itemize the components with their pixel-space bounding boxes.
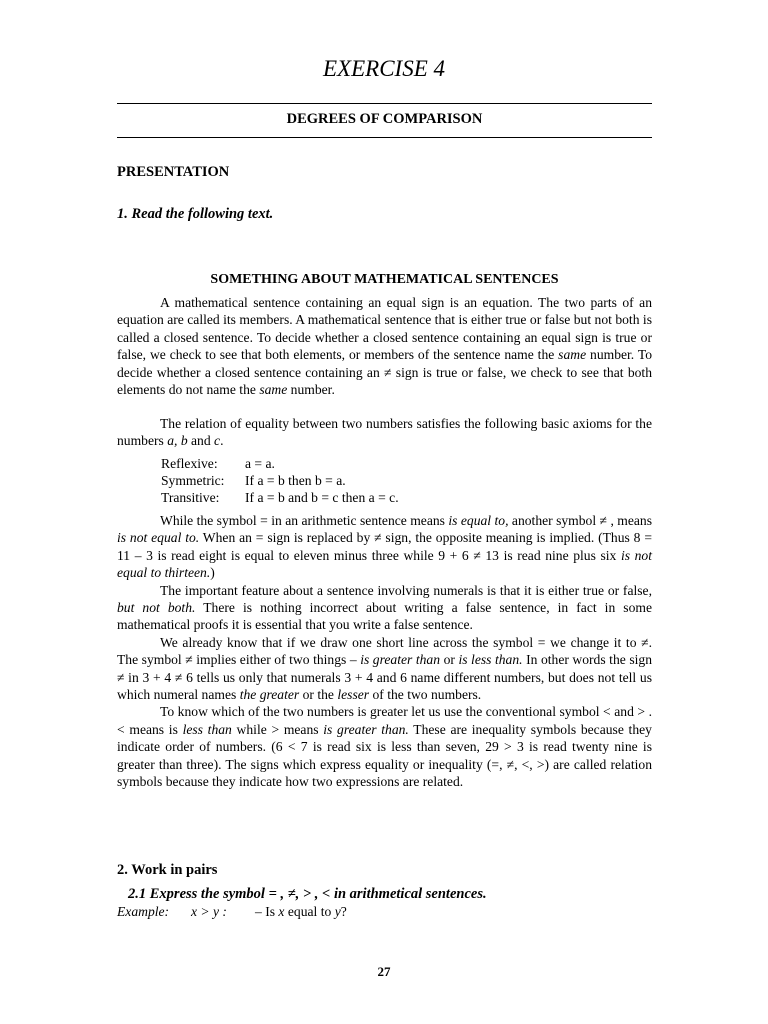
- article-title: SOMETHING ABOUT MATHEMATICAL SENTENCES: [210, 272, 559, 287]
- bottom-rule: [117, 137, 652, 138]
- axiom-transitive: Transitive: If a = b and b = c then a = c.: [161, 490, 399, 505]
- section-2-heading: 2. Work in pairs: [117, 862, 218, 878]
- top-rule: [117, 103, 652, 104]
- presentation-heading: PRESENTATION: [117, 164, 230, 180]
- exercise-title: EXERCISE 4: [323, 56, 445, 81]
- task-1-heading: 1. Read the following text.: [117, 206, 274, 222]
- axiom-symmetric: Symmetric: If a = b then b = a.: [161, 473, 346, 488]
- article-paragraph-2: The relation of equality between two numbers satisfies the following basic axioms for the numbers a, b and c.: [117, 416, 652, 449]
- article-paragraph-3: While the symbol = in an arithmetic sentence means is equal to, another symbol ≠ , means is not equal to. When an = sign is replaced by ≠ sign, the opposite meaning is implied. (Thus 8 = 11 – 3 is read eight is equal to eleven minus three while 9 + 6 ≠ 13 is read nine plus six is not equal to thirteen.) The important feature about a sentence involving numerals is that it is either true or false, but not both. There is nothing incorrect about writing a false sentence, in fact in some mathematical proofs it is essential that you write a false sentence. We already know that if we draw one short line across the symbol = we change it to ≠. The symbol ≠ implies either of two things – is greater than or is less than. In other words the sign ≠ in 3 + 4 ≠ 6 tells us only that numerals 3 + 4 and 6 name different numbers, but does not tell us which numeral names the greater or the lesser of the two numbers. To know which of the two numbers is greater let us use the conventional symbol < and > . < means is less than while > means is greater than. These are inequality symbols because they indicate order of numbers. (6 < 7 is read six is less than seven, 29 > 3 is read twenty nine is greater than three). The signs which express equality or inequality (=, ≠, <, >) are called relation symbols because they indicate how two expressions are related.: [117, 513, 653, 790]
- axiom-reflexive: Reflexive: a = a.: [161, 456, 275, 471]
- article-paragraph-1: A mathematical sentence containing an equal sign is an equation. The two parts of an equation are called its members. A mathematical sentence that is either true or false but not both is called a closed sentence. To decide whether a closed sentence containing an equal sign is true or false, we check to see that both elements, or members of the sentence name the same number. To decide whether a closed sentence containing an ≠ sign is true or false, we check to see that both elements do not name the same number.: [117, 295, 652, 398]
- task-2-1-heading: 2.1 Express the symbol = , ≠, > , < in arithmetical sentences.: [128, 886, 487, 902]
- page-number: 27: [377, 964, 391, 979]
- example-line: Example: x > y : – Is x equal to y?: [117, 904, 347, 919]
- section-subtitle: DEGREES OF COMPARISON: [286, 111, 483, 127]
